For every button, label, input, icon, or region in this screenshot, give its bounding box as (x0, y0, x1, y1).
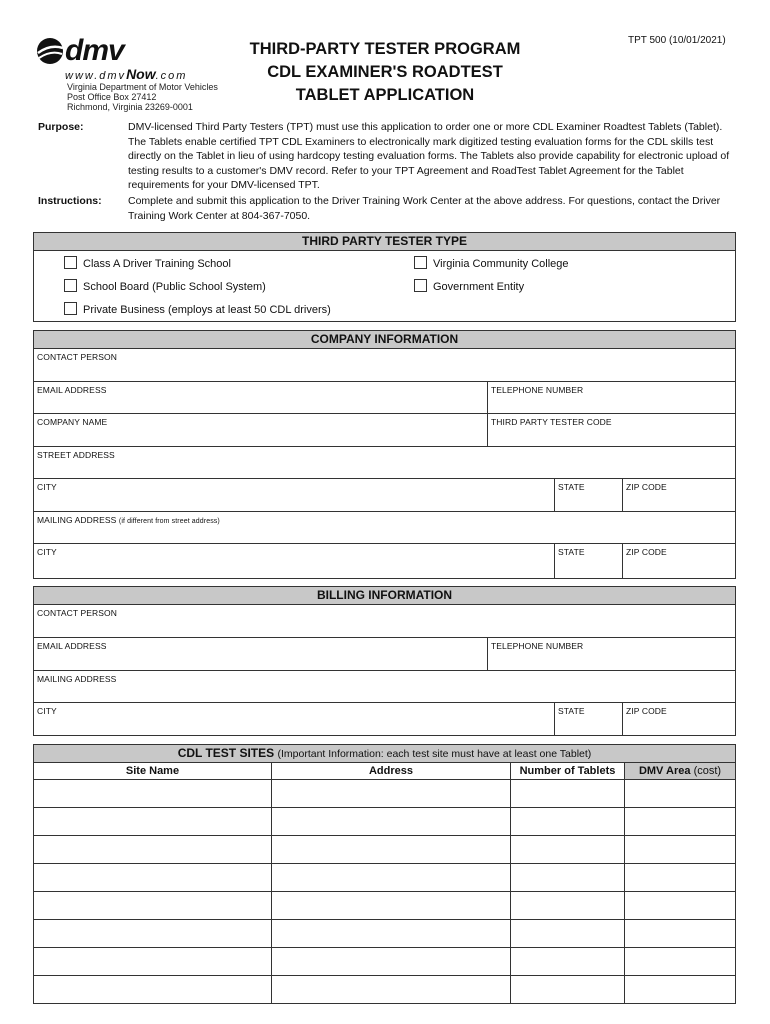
billing-contact-row (34, 605, 735, 638)
option-government[interactable]: Government Entity (414, 279, 524, 293)
street-address-field[interactable]: STREET ADDRESS (37, 450, 115, 460)
address-cell[interactable] (272, 920, 511, 948)
billing-heading: BILLING INFORMATION (34, 587, 735, 605)
area-cell[interactable] (625, 864, 736, 892)
zip2-field[interactable]: ZIP CODE (622, 544, 735, 579)
email-field[interactable]: EMAIL ADDRESS (37, 385, 107, 395)
po-box: Post Office Box 27412 (67, 92, 157, 102)
sites-section (33, 744, 736, 1008)
col-site-name: Site Name (34, 763, 272, 780)
form-number: TPT 500 (10/01/2021) (628, 35, 726, 46)
billing-contact-field[interactable]: CONTACT PERSON (37, 608, 117, 618)
col-dmv-area: DMV Area (cost) (625, 763, 736, 780)
site-name-cell[interactable] (34, 864, 272, 892)
address-cell[interactable] (272, 864, 511, 892)
billing-section (33, 586, 736, 736)
checkbox[interactable] (64, 302, 77, 315)
site-name-cell[interactable] (34, 892, 272, 920)
area-cell[interactable] (625, 808, 736, 836)
tablets-cell[interactable] (511, 920, 625, 948)
billing-city-field[interactable]: CITY (37, 706, 57, 716)
company-contact-row[interactable] (34, 349, 735, 382)
dept-name: Virginia Department of Motor Vehicles (67, 82, 218, 92)
contact-person-field[interactable]: CONTACT PERSON (37, 352, 117, 362)
city-field[interactable]: CITY (37, 482, 57, 492)
dmv-swirl-icon (35, 36, 65, 66)
table-row[interactable] (34, 948, 736, 976)
tablets-cell[interactable] (511, 976, 625, 1004)
billing-telephone-field[interactable]: TELEPHONE NUMBER (487, 638, 735, 670)
area-cell[interactable] (625, 836, 736, 864)
area-cell[interactable] (625, 948, 736, 976)
area-cell[interactable] (625, 892, 736, 920)
option-community-college[interactable]: Virginia Community College (414, 256, 569, 270)
billing-state-field[interactable]: STATE (554, 703, 622, 736)
sites-table (33, 762, 736, 1004)
sites-header-row (34, 763, 736, 780)
city2-row (34, 544, 735, 579)
city-address: Richmond, Virginia 23269-0001 (67, 102, 193, 112)
checkbox[interactable] (414, 256, 427, 269)
table-row[interactable] (34, 976, 736, 1004)
address-cell[interactable] (272, 808, 511, 836)
area-cell[interactable] (625, 976, 736, 1004)
col-address: Address (272, 763, 511, 780)
state-field[interactable]: STATE (554, 479, 622, 511)
area-cell[interactable] (625, 780, 736, 808)
city-row (34, 479, 735, 512)
col-tablets: Number of Tablets (511, 763, 625, 780)
instructions-text: Complete and submit this application to the Driver Training Work Center at the above address. For questions, contact the Driver Training Work Center at 804-367-7050. (128, 195, 721, 222)
tablets-cell[interactable] (511, 808, 625, 836)
instructions-label: Instructions: (38, 195, 102, 207)
billing-city-row (34, 703, 735, 736)
sites-heading: CDL TEST SITES (Important Information: each test site must have at least one Tablet) (33, 744, 736, 762)
area-cell[interactable] (625, 920, 736, 948)
checkbox[interactable] (414, 279, 427, 292)
site-name-cell[interactable] (34, 948, 272, 976)
company-heading: COMPANY INFORMATION (34, 331, 735, 349)
tablets-cell[interactable] (511, 892, 625, 920)
table-row[interactable] (34, 864, 736, 892)
table-row[interactable] (34, 836, 736, 864)
checkbox[interactable] (64, 279, 77, 292)
company-name-field[interactable]: COMPANY NAME (37, 417, 108, 427)
logo-web-address: www.dmvNow.com (65, 66, 188, 82)
dmv-logo (35, 34, 250, 112)
checkbox[interactable] (64, 256, 77, 269)
address-cell[interactable] (272, 892, 511, 920)
tablets-cell[interactable] (511, 780, 625, 808)
table-row[interactable] (34, 808, 736, 836)
option-private-business[interactable]: Private Business (employs at least 50 CDL drivers) (64, 302, 331, 316)
table-row[interactable] (34, 780, 736, 808)
billing-mailing-field[interactable]: MAILING ADDRESS (37, 674, 117, 684)
site-name-cell[interactable] (34, 780, 272, 808)
site-name-cell[interactable] (34, 976, 272, 1004)
billing-zip-field[interactable]: ZIP CODE (622, 703, 735, 736)
zip-field[interactable]: ZIP CODE (622, 479, 735, 511)
mailing-row (34, 512, 735, 544)
table-row[interactable] (34, 920, 736, 948)
option-school-board[interactable]: School Board (Public School System) (64, 279, 266, 293)
tablets-cell[interactable] (511, 864, 625, 892)
billing-mailing-row (34, 671, 735, 703)
company-section (33, 330, 736, 579)
billing-email-row (34, 638, 735, 671)
address-cell[interactable] (272, 948, 511, 976)
company-name-row (34, 414, 735, 447)
address-cell[interactable] (272, 976, 511, 1004)
site-name-cell[interactable] (34, 920, 272, 948)
site-name-cell[interactable] (34, 808, 272, 836)
tester-code-field[interactable]: THIRD PARTY TESTER CODE (487, 414, 735, 446)
telephone-field[interactable]: TELEPHONE NUMBER (487, 382, 735, 413)
company-email-row (34, 382, 735, 414)
mailing-address-field[interactable]: MAILING ADDRESS (if different from street address) (37, 515, 220, 525)
tester-type-section (33, 232, 736, 322)
form-title: THIRD-PARTY TESTER PROGRAM CDL EXAMINER'S ROADTEST TABLET APPLICATION (249, 40, 521, 104)
city2-field[interactable]: CITY (37, 547, 57, 557)
table-row[interactable] (34, 892, 736, 920)
purpose-label: Purpose: (38, 121, 84, 133)
billing-email-field[interactable]: EMAIL ADDRESS (37, 641, 107, 651)
address-cell[interactable] (272, 780, 511, 808)
option-class-a[interactable]: Class A Driver Training School (64, 256, 231, 270)
address-cell[interactable] (272, 836, 511, 864)
street-row (34, 447, 735, 479)
site-name-cell[interactable] (34, 836, 272, 864)
tablets-cell[interactable] (511, 948, 625, 976)
state2-field[interactable]: STATE (554, 544, 622, 579)
tester-type-heading: THIRD PARTY TESTER TYPE (34, 233, 735, 251)
logo-wordmark: dmv (65, 34, 124, 67)
purpose-text: DMV-licensed Third Party Testers (TPT) must use this application to order one or more CDL Examiner Roadtest Tablets (Tablet). The Tablets enable certified TPT CDL Examiners to electronically mark digitized testing evaluation forms for the CDL skills test directly on the Tablet in lieu of using hardcopy testing evaluation forms. The Tablets also provide capability for electronic upload of testing results to a customer's DMV record. Refer to your TPT Agreement and RoadTest Tablet Agreement for the Tablet requirements for your DMV-licensed TPT. (128, 121, 730, 191)
tablets-cell[interactable] (511, 836, 625, 864)
